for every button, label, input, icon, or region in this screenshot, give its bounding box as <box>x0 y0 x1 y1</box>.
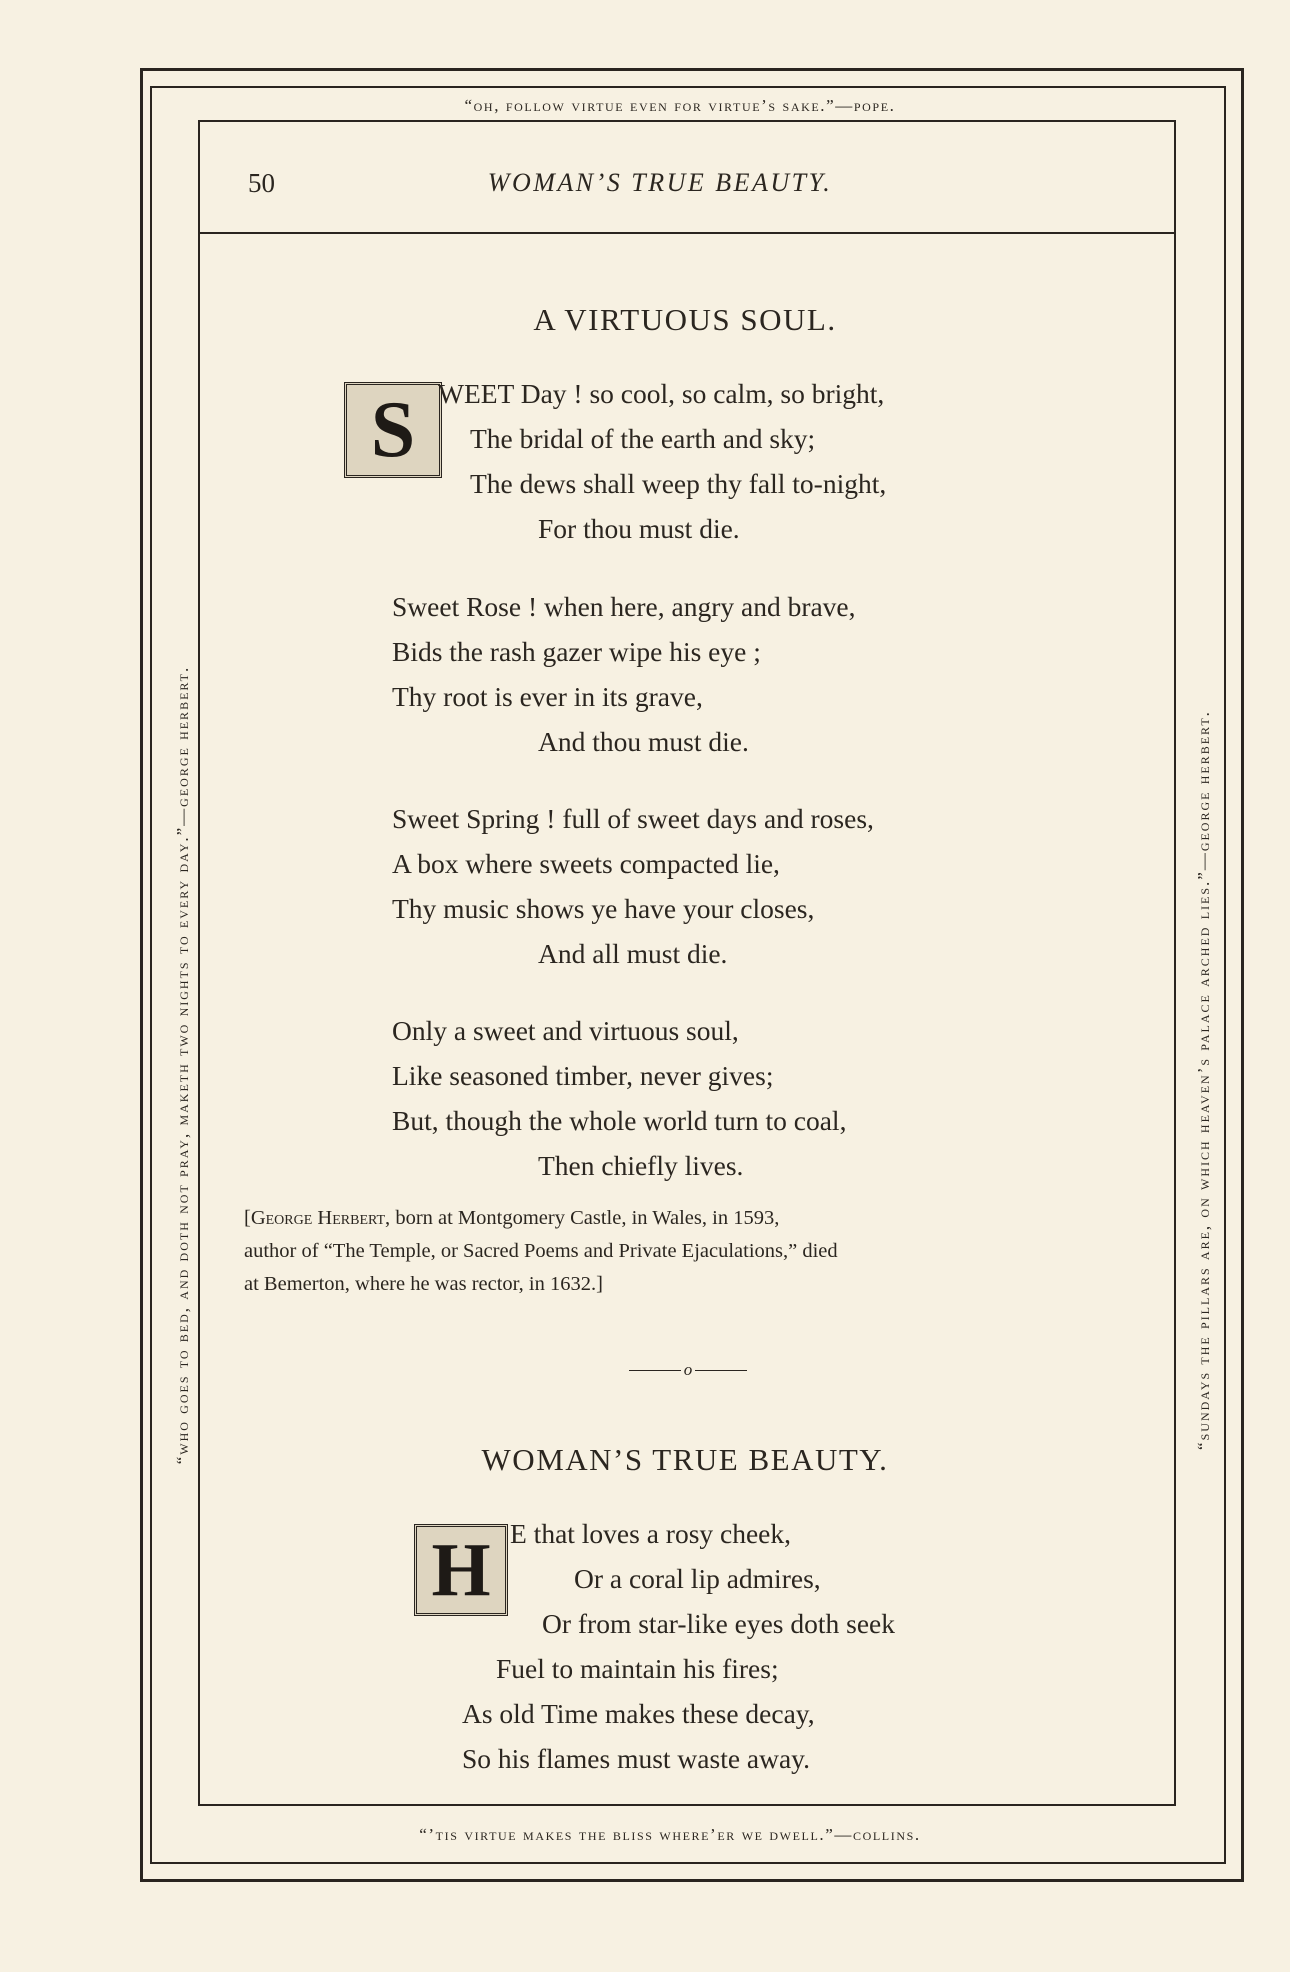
drop-cap-letter: S <box>370 385 416 474</box>
verse-line: The bridal of the earth and sky; <box>470 423 816 454</box>
drop-cap-letter: H <box>431 1527 491 1612</box>
verse-line: Fuel to maintain his fires; <box>496 1653 779 1684</box>
drop-cap <box>344 382 442 478</box>
running-head: WOMAN’S TRUE BEAUTY. <box>487 168 833 197</box>
verse-line: WEET Day ! so cool, so calm, so bright, <box>438 378 885 409</box>
divider-mark: o <box>683 1360 693 1379</box>
note-author: [George Herbert, <box>244 1207 391 1229</box>
biographical-note-line <box>244 1207 779 1230</box>
verse-line: Only a sweet and virtuous soul, <box>392 1015 739 1046</box>
header-rule <box>198 232 1176 234</box>
verse-line: So his flames must waste away. <box>462 1743 811 1774</box>
divider-rule <box>629 1370 681 1371</box>
left-border-motto: “who goes to bed, and doth not pray, maketh two nights to every day.”—george herbert. <box>173 665 192 1465</box>
divider-rule <box>695 1370 747 1371</box>
drop-cap <box>414 1524 508 1616</box>
verse-line: Thy root is ever in its grave, <box>392 681 703 712</box>
verse-line: Or from star-like eyes doth seek <box>542 1608 896 1639</box>
verse-line: Sweet Spring ! full of sweet days and roses, <box>392 803 874 834</box>
verse-line: Bids the rash gazer wipe his eye ; <box>392 636 761 667</box>
verse-line: Or a coral lip admires, <box>574 1563 821 1594</box>
verse-line: For thou must die. <box>538 513 740 544</box>
verse-line: Then chiefly lives. <box>538 1150 744 1181</box>
poem-title: WOMAN’S TRUE BEAUTY. <box>481 1442 889 1477</box>
section-divider <box>618 1358 758 1382</box>
verse-line: The dews shall weep thy fall to-night, <box>470 468 887 499</box>
poem-title: A VIRTUOUS SOUL. <box>533 302 837 337</box>
biographical-note-line: at Bemerton, where he was rector, in 1632.] <box>244 1273 603 1295</box>
verse-line: And all must die. <box>538 938 728 969</box>
verse-line: E that loves a rosy cheek, <box>510 1518 792 1549</box>
verse-line: Thy music shows ye have your closes, <box>392 893 815 924</box>
biographical-note-line: author of “The Temple, or Sacred Poems and Private Ejaculations,” died <box>244 1240 838 1262</box>
verse-line: Sweet Rose ! when here, angry and brave, <box>392 591 856 622</box>
top-border-motto: “oh, follow virtue even for virtue’s sake.”—pope. <box>464 96 896 115</box>
page-number: 50 <box>248 168 275 198</box>
verse-line: But, though the whole world turn to coal, <box>392 1105 847 1136</box>
right-border-motto: “sundays the pillars are, on which heaven’s palace arched lies.”—george herbert. <box>1194 710 1213 1450</box>
bottom-border-motto: “’tis virtue makes the bliss where’er we dwell.”—collins. <box>419 1825 921 1844</box>
verse-line: A box where sweets compacted lie, <box>392 848 780 879</box>
note-text: born at Montgomery Castle, in Wales, in 1593, <box>390 1207 780 1229</box>
verse-line: As old Time makes these decay, <box>462 1698 815 1729</box>
verse-line: And thou must die. <box>538 726 749 757</box>
verse-line: Like seasoned timber, never gives; <box>392 1060 774 1091</box>
